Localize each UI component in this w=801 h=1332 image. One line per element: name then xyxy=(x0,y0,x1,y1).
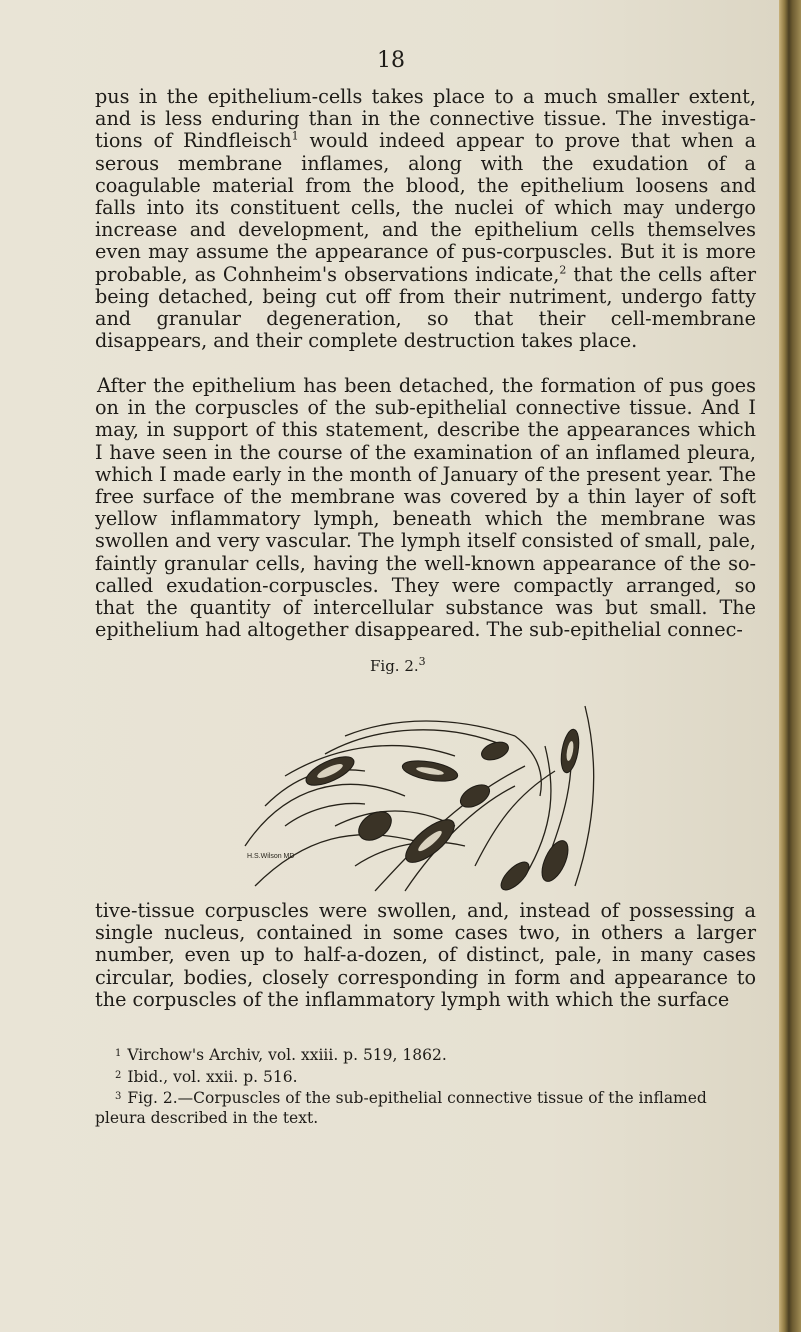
paragraph-1-part-b: would indeed appear to prove that when a serous membrane inflames, along with the exudation of a coagulable material from the blood, the epithelium loosens and falls into its constituent cells, the nuclei of which may undergo increase and development, and the epithelium cells themselves even may assume the appearance of pus-corpuscles. But it is more probable, as Cohnheim's observations indicate, xyxy=(95,129,757,286)
paragraph-2: After the epithelium has been detached, the formation of pus goes on in the corpuscles of the sub-epithelial connective tissue. And I may, in support of this statement, describe the appearances which I have seen in the course of the examination of an inflamed pleura, which I made early in the month of January of the present year. The free surface of the membrane was covered by a thin layer of soft yellow inflammatory lymph, beneath which the membrane was swollen and very vascular. The lymph itself consisted of small, pale, faintly granular cells, having the well-known appearance of the so-called exudation-corpuscles. They were compactly arranged, so that the quantity of intercellular substance was but small. The epithelium had altogether disappeared. The sub-epithelial connec- xyxy=(95,374,756,642)
corpuscle-drawing xyxy=(225,676,633,896)
footnote-ref-2: 2 xyxy=(559,263,567,277)
footnote-2 xyxy=(95,1066,756,1088)
figure-caption-label xyxy=(370,657,426,675)
footnote-1 xyxy=(95,1044,756,1066)
paragraph-1-part-c: that the cells after being detached, being cut off from their nutriment, undergo fatty and granular degeneration, so that their cell-membrane disappears, and their complete destruction takes place. xyxy=(95,262,756,353)
footnotes xyxy=(95,1044,756,1128)
paragraph-1-part-a: pus in the epithelium-cells takes place to a much smaller extent, and is less enduring than in the connective tissue. The investigations of Rindfleisch xyxy=(95,85,756,153)
paragraph-1 xyxy=(95,86,756,352)
paragraph-3: tive-tissue corpuscles were swollen, and, instead of possessing a single nucleus, contained in some cases two, in others a larger number, even up to half-a-dozen, of distinct, pale, in many cases circular, bodies, closely corresponding in form and appearance to the corpuscles of the inflammatory lymph with which the surface xyxy=(95,899,756,1011)
footnote-1-text: Virchow's Archiv, vol. xxiii. p. 519, 1862. xyxy=(127,1046,447,1064)
page-number: 18 xyxy=(377,48,405,73)
figure-label-text: Fig. 2. xyxy=(370,657,419,675)
artist-signature: H.S.Wilson MD xyxy=(247,853,295,860)
footnote-ref-1: 1 xyxy=(291,130,299,144)
footnote-2-text: Ibid., vol. xxii. p. 516. xyxy=(127,1067,298,1086)
figure-illustration xyxy=(225,676,633,896)
page-edge xyxy=(779,0,801,1332)
footnote-3-text: Fig. 2.—Corpuscles of the sub-epithelial connective tissue of the inflamed pleura described in the text. xyxy=(95,1089,707,1127)
footnote-ref-3: 3 xyxy=(418,655,426,668)
footnote-2-number: 2 xyxy=(115,1069,122,1081)
footnote-1-number: 1 xyxy=(115,1048,122,1059)
footnote-3-number: 3 xyxy=(115,1091,122,1102)
footnote-3 xyxy=(95,1087,756,1128)
